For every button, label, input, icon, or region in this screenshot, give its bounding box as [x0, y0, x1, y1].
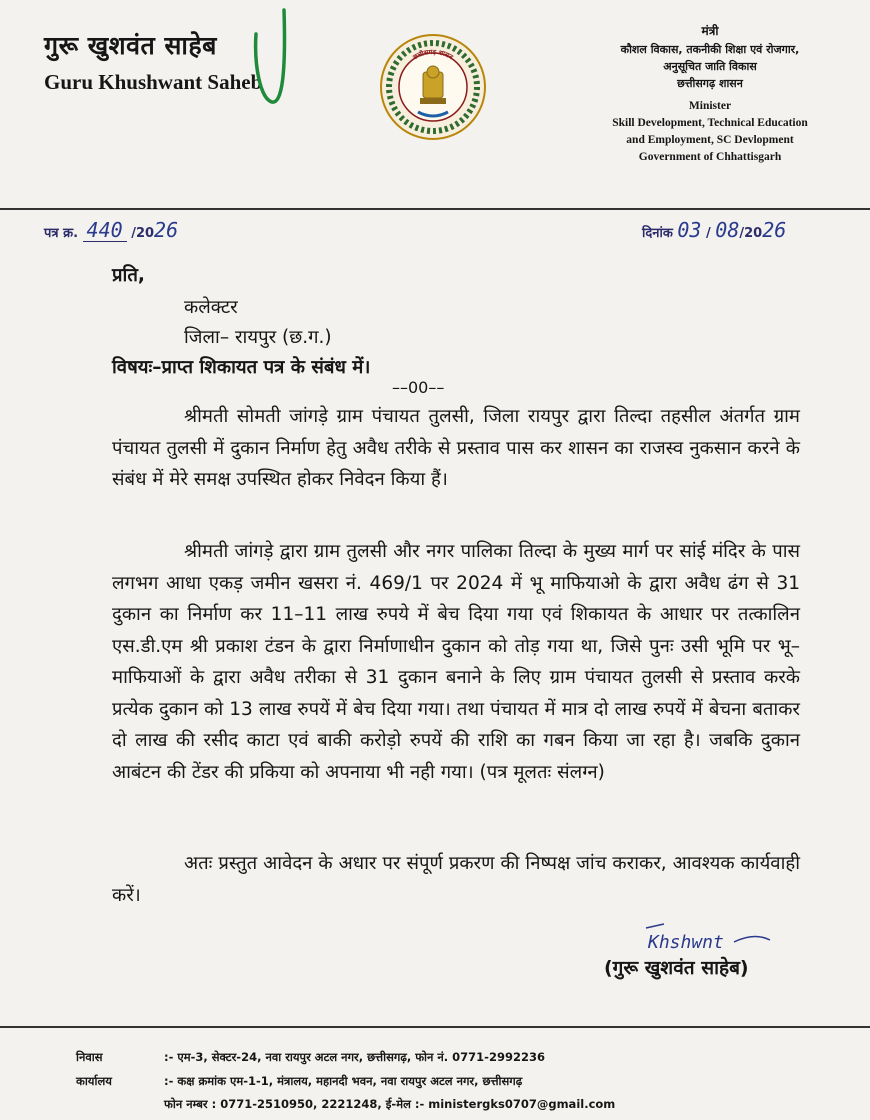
government-english: Government of Chhattisgarh — [638, 151, 782, 164]
department-english-1: Skill Development, Technical Education — [612, 116, 808, 129]
letter-number — [44, 218, 178, 242]
date-year-value: 26 — [762, 218, 787, 242]
subject-line: विषयः–प्राप्त शिकायत पत्र के संबंध में। — [112, 357, 371, 378]
department-english-2: and Employment, SC Devlopment — [626, 134, 794, 147]
letter-number-label: पत्र क्र. — [44, 226, 79, 241]
letter-date: दिनांक 03 / 08/2026 — [642, 218, 787, 242]
footer-divider — [0, 1026, 870, 1028]
footer-residence — [76, 1050, 545, 1065]
signature-scrawl: Khshwnt — [648, 932, 724, 953]
minister-name-english: Guru Khushwant Saheb — [44, 70, 263, 94]
paragraph-text: श्रीमती सोमती जांगड़े ग्राम पंचायत तुलसी, जिला रायपुर द्वारा तिल्दा तहसील अंतर्गत ग्राम पंचायत तुलसी में दुकान निर्माण हेतु अवैध तरीके से प्रस्ताव पास कर शासन का राजस्व नुकसान करने के संबंध में मेरे समक्ष उपस्थित होकर निवेदन किया हैं। — [112, 406, 800, 490]
signatory-name: (गुरू खुशवंत साहेब) — [604, 957, 749, 979]
addressee-title: कलेक्टर — [184, 297, 238, 318]
green-tick-mark-icon — [246, 4, 306, 114]
government-hindi: छत्तीसगढ़ शासन — [677, 76, 743, 90]
separator: ––00–– — [392, 378, 445, 397]
handwritten-signature — [644, 922, 774, 958]
residence-text: :- एम-3, सेक्टर-24, नवा रायपुर अटल नगर, छत्तीसगढ़, फोन नं. 0771-2992236 — [164, 1050, 545, 1064]
body-paragraph-3 — [112, 848, 800, 911]
minister-name-hindi: गुरू खुशवंत साहेब — [44, 31, 217, 60]
chhattisgarh-government-emblem-icon — [378, 32, 488, 142]
office-text: :- कक्ष क्रमांक एम-1-1, मंत्रालय, महानदी भवन, नवा रायपुर अटल नगर, छत्तीसगढ़ — [164, 1074, 523, 1088]
title-hindi: मंत्री — [701, 24, 719, 38]
body-paragraph-2 — [112, 536, 800, 788]
paragraph-text: अतः प्रस्तुत आवेदन के अधार पर संपूर्ण प्रकरण की निष्पक्ष जांच कराकर, आवश्यक कार्यवाही करें। — [112, 853, 800, 906]
letter-number-value: 440 — [86, 218, 123, 242]
department-hindi-2: अनुसूचित जाति विकास — [663, 59, 757, 73]
letterhead-left — [44, 28, 262, 95]
emblem-text: छत्तीसगढ़ शासन — [411, 47, 455, 62]
paragraph-text: श्रीमती जांगड़े द्वारा ग्राम तुलसी और नगर पालिका तिल्दा के मुख्य मार्ग पर सांई मंदिर के पास लगभग आधा एकड़ जमीन खसरा नं. 469/1 पर 2024 में भू माफियाओ के द्वारा अवैध ढंग से 31 दुकान का निर्माण कर 11–11 लाख रुपये में बेच दिया गया एवं शिकायत के आधार पर तत्कालिन एस.डी.एम श्री प्रकाश टंडन के द्वारा निर्माणाधीन दुकान को तोड़ गया था, जिसे पुनः उसी भूमि पर भू–माफियाओं के द्वारा अवैध तरीका से 31 दुकान बनाने के लिए ग्राम पंचायत तुलसी से प्रस्ताव करके प्रत्येक दुकान को 13 लाख रुपयें में बेच दिया गया। तथा पंचायत में मात्र दो लाख रुपयें में बेचना बताकर दो लाख की रसीद काटा एवं बाकी करोड़ो रुपयें की राशि का गबन किया जा रहा है। जबकि दुकान आबंटन की टेंडर की प्रकिया को अपनाया भी नही गया। (पत्र मूलतः संलग्न) — [112, 541, 800, 783]
letter-year-value: 26 — [154, 218, 179, 242]
residence-label: निवास — [76, 1050, 103, 1064]
footer-office — [76, 1074, 522, 1089]
office-label: कार्यालय — [76, 1074, 112, 1088]
footer-phone-email: फोन नम्बर : 0771-2510950, 2221248, ई-मेल :- ministergks0707@gmail.com — [164, 1097, 616, 1111]
addressee-district: जिला– रायपुर (छ.ग.) — [184, 327, 332, 348]
date-day: 03 — [677, 218, 702, 242]
department-hindi-1: कौशल विकास, तकनीकी शिक्षा एवं रोजगार, — [620, 42, 800, 56]
letter-year-prefix: /20 — [131, 226, 155, 241]
letterhead-right — [560, 22, 860, 167]
body-paragraph-1 — [112, 401, 800, 496]
addressee-prefix: प्रति, — [112, 265, 145, 286]
date-month: 08 — [715, 218, 740, 242]
date-label: दिनांक — [642, 226, 673, 241]
header-divider — [0, 208, 870, 210]
title-english: Minister — [688, 99, 732, 112]
